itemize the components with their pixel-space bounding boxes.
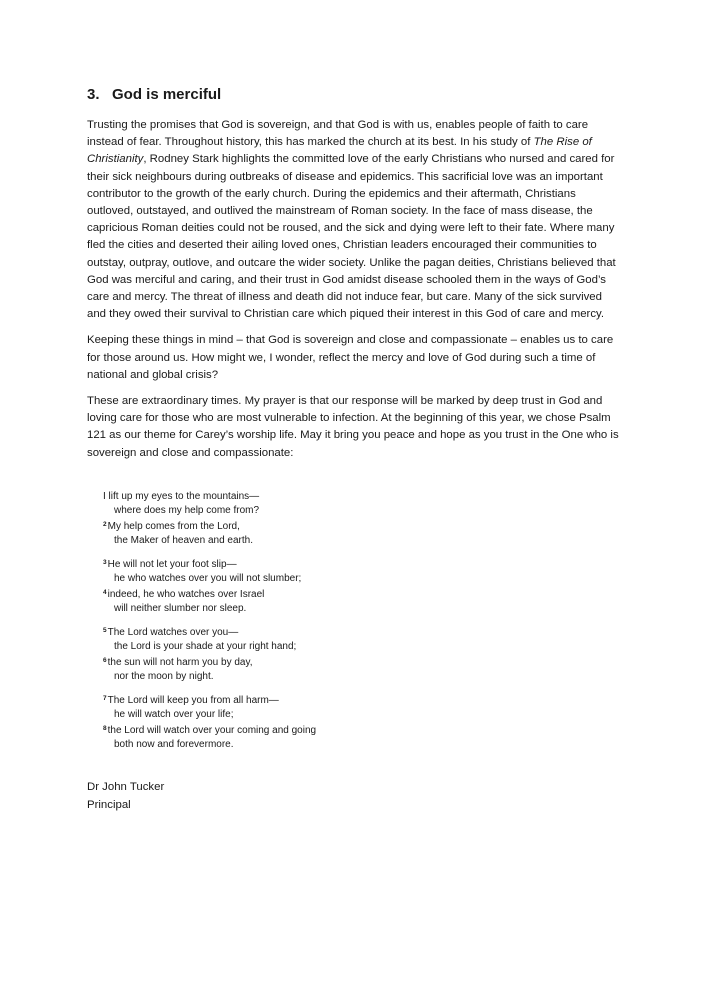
psalm-line (103, 518, 423, 534)
psalm-line (103, 572, 423, 586)
psalm-line-text: I lift up my eyes to the mountains— (103, 491, 260, 502)
psalm-stanza (103, 692, 423, 752)
psalm-line-text: The Lord watches over you— (107, 627, 239, 639)
psalm-line (103, 654, 423, 670)
signature-role: Principal (87, 798, 131, 811)
psalm-line (103, 504, 423, 518)
verse-number: 6 (103, 657, 107, 665)
signature-block (87, 779, 164, 814)
psalm-line (103, 534, 423, 548)
psalm-line (103, 624, 423, 640)
section-heading (87, 86, 221, 103)
psalm-121-quote (103, 490, 423, 761)
psalm-line (103, 708, 423, 722)
psalm-line-text: both now and forevermore. (114, 739, 234, 751)
section-title: God is merciful (112, 86, 222, 103)
psalm-line (103, 722, 423, 738)
psalm-line (103, 692, 423, 708)
psalm-line-text: My help comes from the Lord, (107, 520, 240, 532)
psalm-line (103, 738, 423, 752)
psalm-line-text: nor the moon by night. (114, 670, 214, 682)
psalm-line (103, 556, 423, 572)
psalm-line (103, 640, 423, 654)
verse-number: 3 (103, 559, 107, 567)
psalm-line-text: the Lord is your shade at your right hand; (114, 641, 297, 653)
verse-number: 4 (103, 588, 107, 596)
psalm-line-text: the Lord will watch over your coming and going (107, 725, 317, 737)
verse-number: 7 (103, 695, 107, 703)
psalm-line-text: will neither slumber nor sleep. (114, 602, 247, 614)
paragraph-1-end: , Rodney Stark highlights the committed love of the early Christians who nursed and cared for their sick neighbours during outbreaks of disease and epidemics. This sacrificial love was an important contributor to the growth of the early church. During the epidemics and their aftermath, Christians outloved, outstayed, and outlived the mainstream of Roman society. In the face of mass disease, the capricious Roman deities could not be roused, and the sick and dying were left to their fate. Where many fled the cities and deserted their ailing loved ones, Christian leaders encouraged their communities to outstay, outpray, outlove, and outcare the wider society. Unlike the pagan deities, Christians believed that God was merciful and caring, and their trust in God amidst disease schooled them in the ways of God’s care and mercy. The threat of illness and death did not induce fear, but care. Many of the sick survived and they owed their survival to Christian care which piqued their interest in this God of care and mercy. (87, 153, 616, 321)
psalm-line-text: the sun will not harm you by day, (107, 657, 253, 669)
verse-number: 2 (103, 520, 107, 528)
psalm-line-text: he who watches over you will not slumber; (114, 573, 302, 585)
psalm-stanza (103, 490, 423, 548)
psalm-line-text: indeed, he who watches over Israel (107, 588, 265, 600)
signature-name: Dr John Tucker (87, 781, 165, 793)
psalm-line (103, 602, 423, 616)
psalm-stanza (103, 556, 423, 616)
verse-number: 5 (103, 627, 107, 635)
paragraph-2: Keeping these things in mind – that God is sovereign and close and compassionate – enables us to care for those around us. How might we, I wonder, reflect the mercy and love of God during such a time of national and global crisis? (87, 334, 614, 381)
psalm-line-text: He will not let your foot slip— (107, 559, 237, 571)
psalm-line-text: the Maker of heaven and earth. (114, 534, 253, 546)
section-number: 3. (87, 86, 100, 103)
paragraph-1-start: Trusting the promises that God is sovereign, and that God is with us, enables people of faith to care instead of fear. Throughout history, this has marked the church at its best. In his study of (87, 119, 589, 149)
paragraph-3: These are extraordinary times. My prayer is that our response will be marked by deep trust in God and loving care for those who are most vulnerable to infection. At the beginning of this year, we chose Psalm 121 as our theme for Carey’s worship life. May it bring you peace and hope as you trust in the One who is sovereign and close and compassionate: (87, 395, 619, 459)
psalm-stanza (103, 624, 423, 684)
psalm-line-text: where does my help come from? (114, 504, 260, 516)
psalm-line (103, 586, 423, 602)
psalm-line (103, 670, 423, 684)
paragraph-1 (87, 117, 622, 323)
psalm-line (103, 490, 423, 504)
verse-number: 8 (103, 725, 107, 733)
body-text (87, 117, 622, 471)
book-title: The Rise of Christianity (87, 136, 592, 166)
psalm-line-text: he will watch over your life; (114, 709, 234, 721)
psalm-line-text: The Lord will keep you from all harm— (107, 695, 279, 707)
